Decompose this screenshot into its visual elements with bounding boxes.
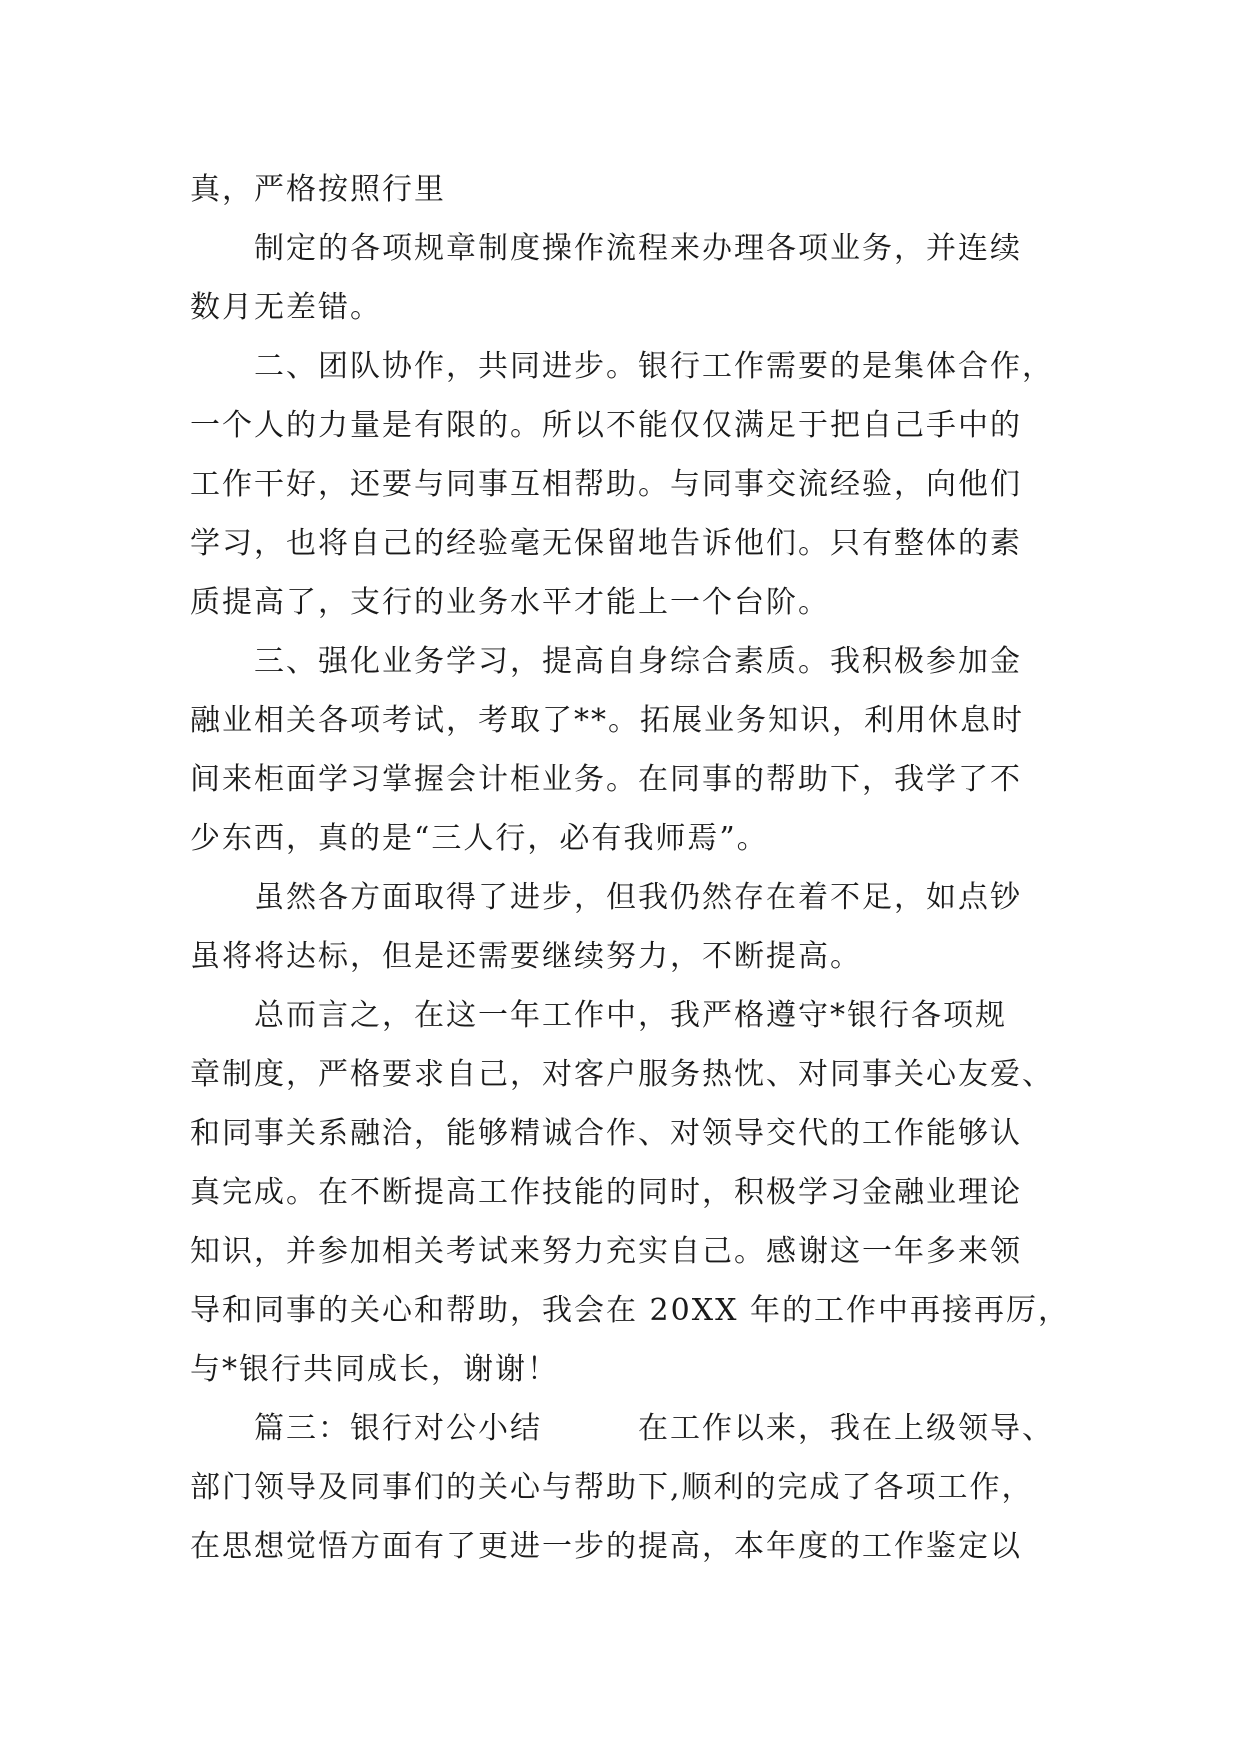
text-line: 导和同事的关心和帮助，我会在 20XX 年的工作中再接再厉，: [190, 1293, 1070, 1328]
text-line: 总而言之，在这一年工作中，我严格遵守*银行各项规: [190, 998, 1007, 1033]
text-line: 和同事关系融洽，能够精诚合作、对领导交代的工作能够认: [190, 1116, 1022, 1151]
text-line: 学习，也将自己的经验毫无保留地告诉他们。只有整体的素: [190, 526, 1022, 561]
text-line: 三、强化业务学习，提高自身综合素质。我积极参加金: [190, 644, 1022, 679]
text-line: 数月无差错。: [190, 290, 382, 325]
text-line: 在思想觉悟方面有了更进一步的提高，本年度的工作鉴定以: [190, 1529, 1022, 1564]
text-line: 真，严格按照行里: [190, 172, 446, 207]
text-line: 间来柜面学习掌握会计柜业务。在同事的帮助下，我学了不: [190, 762, 1022, 797]
text-line: 虽将将达标，但是还需要继续努力，不断提高。: [190, 939, 862, 974]
text-line: 一个人的力量是有限的。所以不能仅仅满足于把自己手中的: [190, 408, 1022, 443]
text-line: 知识，并参加相关考试来努力充实自己。感谢这一年多来领: [190, 1234, 1022, 1269]
text-line: 章制度，严格要求自己，对客户服务热忱、对同事关心友爱、: [190, 1057, 1054, 1092]
text-line: 篇三：银行对公小结 在工作以来，我在上级领导、: [190, 1411, 1054, 1446]
document-body: [190, 160, 1070, 1576]
text-line: 二、团队协作，共同进步。银行工作需要的是集体合作，: [190, 349, 1054, 384]
text-line: 真完成。在不断提高工作技能的同时，积极学习金融业理论: [190, 1175, 1022, 1210]
text-line: 与*银行共同成长，谢谢！: [190, 1352, 559, 1387]
text-line: 质提高了，支行的业务水平才能上一个台阶。: [190, 585, 830, 620]
text-line: 制定的各项规章制度操作流程来办理各项业务，并连续: [190, 231, 1022, 266]
text-line: 部门领导及同事们的关心与帮助下,顺利的完成了各项工作，: [190, 1470, 1034, 1505]
text-line: 融业相关各项考试，考取了**。拓展业务知识，利用休息时: [190, 703, 1024, 738]
text-line: 少东西，真的是“三人行，必有我师焉”。: [190, 821, 769, 856]
text-line: 工作干好，还要与同事互相帮助。与同事交流经验，向他们: [190, 467, 1022, 502]
text-line: 虽然各方面取得了进步，但我仍然存在着不足，如点钞: [190, 880, 1022, 915]
